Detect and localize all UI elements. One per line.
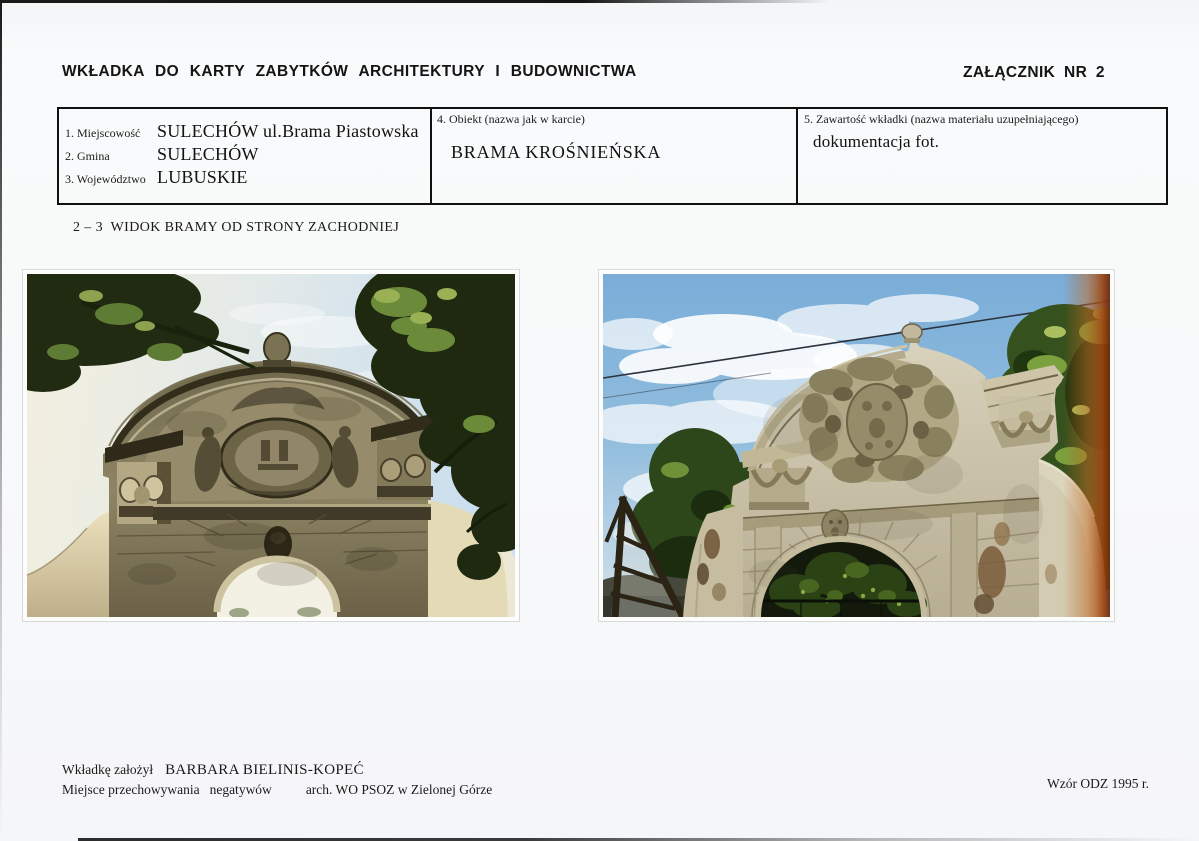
field-wojewodztwo — [65, 167, 424, 188]
field-label: 3. Województwo — [65, 172, 146, 186]
document-title: WKŁADKA DO KARTY ZABYTKÓW ARCHITEKTURY I BUDOWNICTWA — [62, 63, 637, 80]
footer-block — [62, 762, 492, 798]
field-value: BRAMA KROŚNIEŃSKA — [451, 142, 662, 162]
scan-edge-left — [0, 0, 2, 841]
form-cell-contents — [798, 109, 1166, 203]
gate-photo-west-closeup — [27, 274, 515, 617]
scan-edge-top — [0, 0, 830, 3]
founder-name: BARBARA BIELINIS-KOPEĆ — [165, 762, 364, 778]
photo-left — [23, 270, 519, 621]
field-value: dokumentacja fot. — [813, 132, 940, 151]
field-label: 5. Zawartość wkładki (nazwa materiału uzupełniającego) — [804, 112, 1079, 126]
footer-storage-line — [62, 782, 492, 798]
field-label: 1. Miejscowość — [65, 126, 141, 140]
field-value: SULECHÓW — [157, 144, 259, 164]
field-value: LUBUSKIE — [157, 167, 248, 187]
form-cell-location — [59, 109, 432, 203]
attachment-number-label: ZAŁĄCZNIK NR 2 — [963, 64, 1105, 81]
heritage-card-form-table — [57, 107, 1168, 205]
field-label: 4. Obiekt (nazwa jak w karcie) — [437, 112, 585, 126]
form-pattern-note: Wzór ODZ 1995 r. — [1047, 776, 1149, 791]
field-label: 2. Gmina — [65, 149, 110, 163]
field-value: SULECHÓW ul.Brama Piastowska — [157, 121, 419, 141]
storage-item: negatywów — [209, 782, 272, 797]
footer-founder-line — [62, 762, 492, 779]
founder-label: Wkładkę założył — [62, 762, 154, 777]
photo-right — [599, 270, 1114, 621]
field-miejscowosc — [65, 121, 424, 142]
form-cell-object — [432, 109, 798, 203]
field-gmina — [65, 144, 424, 165]
photo-caption: 2 – 3 WIDOK BRAMY OD STRONY ZACHODNIEJ — [73, 220, 400, 235]
gate-photo-west-elevation — [603, 274, 1110, 617]
storage-value: arch. WO PSOZ w Zielonej Górze — [305, 782, 493, 797]
storage-label: Miejsce przechowywania — [62, 782, 200, 797]
